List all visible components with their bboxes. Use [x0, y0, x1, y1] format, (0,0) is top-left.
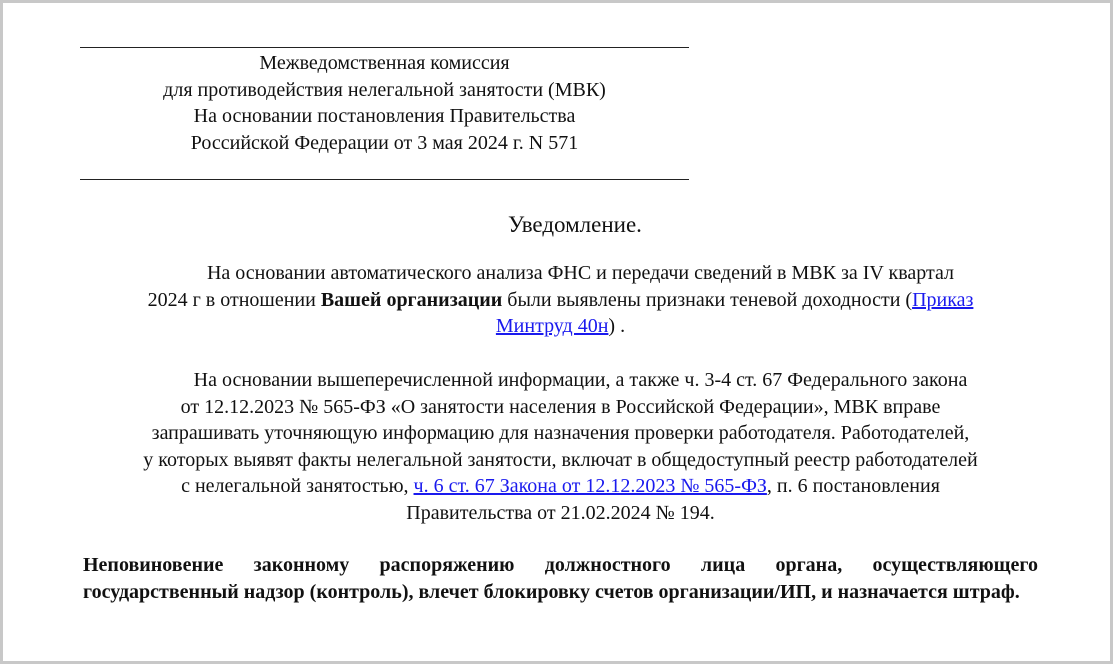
- paragraph1-text-2: были выявлены признаки теневой доходности (: [502, 288, 913, 311]
- paragraph2-line1: На основании вышеперечисленной информации, а также ч. 3-4 ст. 67 Федерального закона: [193, 369, 968, 391]
- order-link-part1[interactable]: Приказ: [912, 288, 974, 311]
- paragraph2-line5-end: , п. 6 постановления: [766, 475, 940, 497]
- paragraph-analysis: [83, 260, 1038, 340]
- issuer-header: [80, 47, 689, 156]
- paragraph-legal-basis: [83, 367, 1038, 526]
- paragraph2-line3: запрашивать уточняющую информацию для назначения проверки работодателя. Работодателей,: [151, 422, 970, 444]
- paragraph2-line2: от 12.12.2023 № 565-ФЗ «О занятости населения в Российской Федерации», МВК вправе: [180, 395, 941, 418]
- order-link-part2[interactable]: Минтруд 40н: [495, 315, 609, 337]
- your-organization-bold: Вашей организации: [320, 288, 503, 311]
- header-line-1: Межведомственная комиссия: [259, 52, 510, 74]
- paragraph2-line5: [83, 473, 1038, 500]
- document-title: Уведомление.: [508, 212, 642, 237]
- paragraph1-line1: На основании автоматического анализа ФНС и передачи сведений в МВК за IV квартал: [206, 262, 955, 284]
- paragraph2-line4: у которых выявят факты нелегальной занятости, включат в общедоступный реестр работодателей: [143, 448, 978, 471]
- header-line-2: для противодействия нелегальной занятости (МВК): [163, 78, 606, 101]
- warning-paragraph: Неповиновение законному распоряжению должностного лица органа, осуществляющего государственный надзор (контроль), влечет блокировку счетов организации/ИП, и назначается штраф.: [83, 554, 1038, 603]
- paragraph2-line5-start: с нелегальной занятостью,: [181, 475, 414, 497]
- paragraph2-line6: Правительства от 21.02.2024 № 194.: [406, 501, 715, 524]
- header-line-4: Российской Федерации от 3 мая 2024 г. N 571: [190, 131, 579, 154]
- header-divider: [80, 179, 689, 180]
- law-link[interactable]: ч. 6 ст. 67 Закона от 12.12.2023 № 565-ФЗ: [413, 475, 767, 497]
- header-line-3: На основании постановления Правительства: [193, 105, 576, 127]
- paragraph1-text: 2024 г в отношении: [147, 288, 321, 311]
- paragraph1-end: ) .: [608, 315, 626, 337]
